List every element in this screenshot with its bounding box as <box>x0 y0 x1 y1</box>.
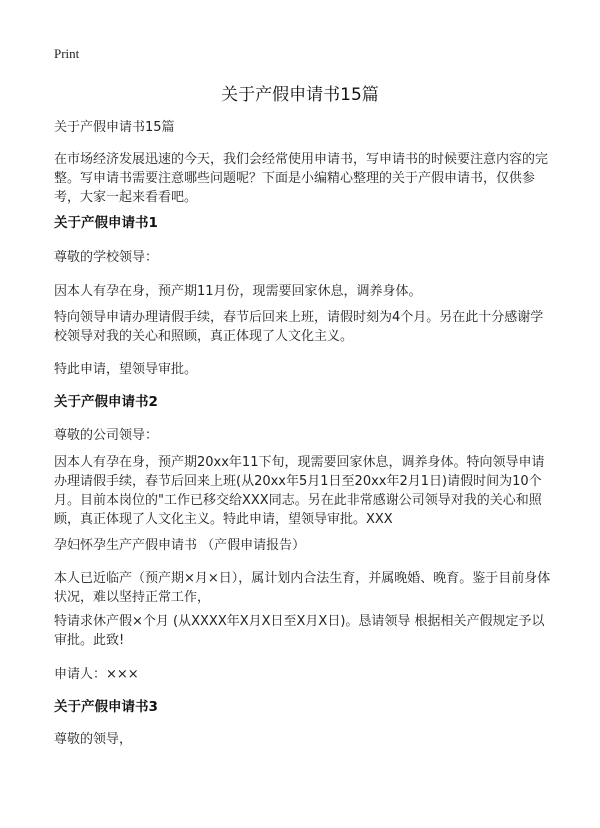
section-2-salutation: 尊敬的公司领导： <box>54 428 159 443</box>
section-1-paragraph: 因本人有孕在身，预产期11月份，现需要回家休息，调养身体。 <box>54 284 422 299</box>
section-2-paragraph: 因本人有孕在身，预产期20xx年11下旬，现需要回家休息，调养身体。特向领导申请办理请假手续，春节后回来上班(从20xx年5月1日至20xx年2月1日)请假时间为10个月。目前本岗位的"工作已移交给XXX同志。另在此非常感谢公司领导对我的关心和照顾，真正体现了人文化主义。特此申请，望领导审批。XXX <box>54 455 545 527</box>
section-1-salutation: 尊敬的学校领导： <box>54 250 159 265</box>
section-2-paragraph: 特请求休产假×个月 (从XXXX年X月X日至X月X日)。恳请领导 根据相关产假规定予以审批。此致! <box>54 614 545 648</box>
intro-paragraph: 在市场经济发展迅速的今天，我们会经常使用申请书，写申请书的时候要注意内容的完整。写申请书需要注意哪些问题呢？下面是小编精心整理的关于产假申请书，仅供参考，大家一起来看看吧。 <box>54 152 549 205</box>
print-label[interactable]: Print <box>54 46 80 61</box>
section-3-heading: 关于产假申请书3 <box>54 699 158 715</box>
section-2-paragraph: 孕妇怀孕生产产假申请书 （产假申请报告） <box>54 538 306 553</box>
section-2-paragraph: 本人已近临产（预产期×月×日），属计划内合法生育，并属晚婚、晚育。鉴于目前身体状况，难以坚持正常工作， <box>54 571 551 605</box>
page-title: 关于产假申请书15篇 <box>221 85 379 105</box>
section-2-signature: 申请人：××× <box>54 667 139 682</box>
section-1-heading: 关于产假申请书1 <box>54 215 158 231</box>
section-1-paragraph: 特此申请，望领导审批。 <box>54 362 198 377</box>
section-3-salutation: 尊敬的领导， <box>54 732 133 747</box>
subtitle: 关于产假申请书15篇 <box>54 120 175 135</box>
section-1-paragraph: 特向领导申请办理请假手续，春节后回来上班，请假时刻为4个月。另在此十分感谢学校领导对我的关心和照顾，真正体现了人文化主义。 <box>54 310 544 344</box>
section-2-heading: 关于产假申请书2 <box>54 394 158 410</box>
